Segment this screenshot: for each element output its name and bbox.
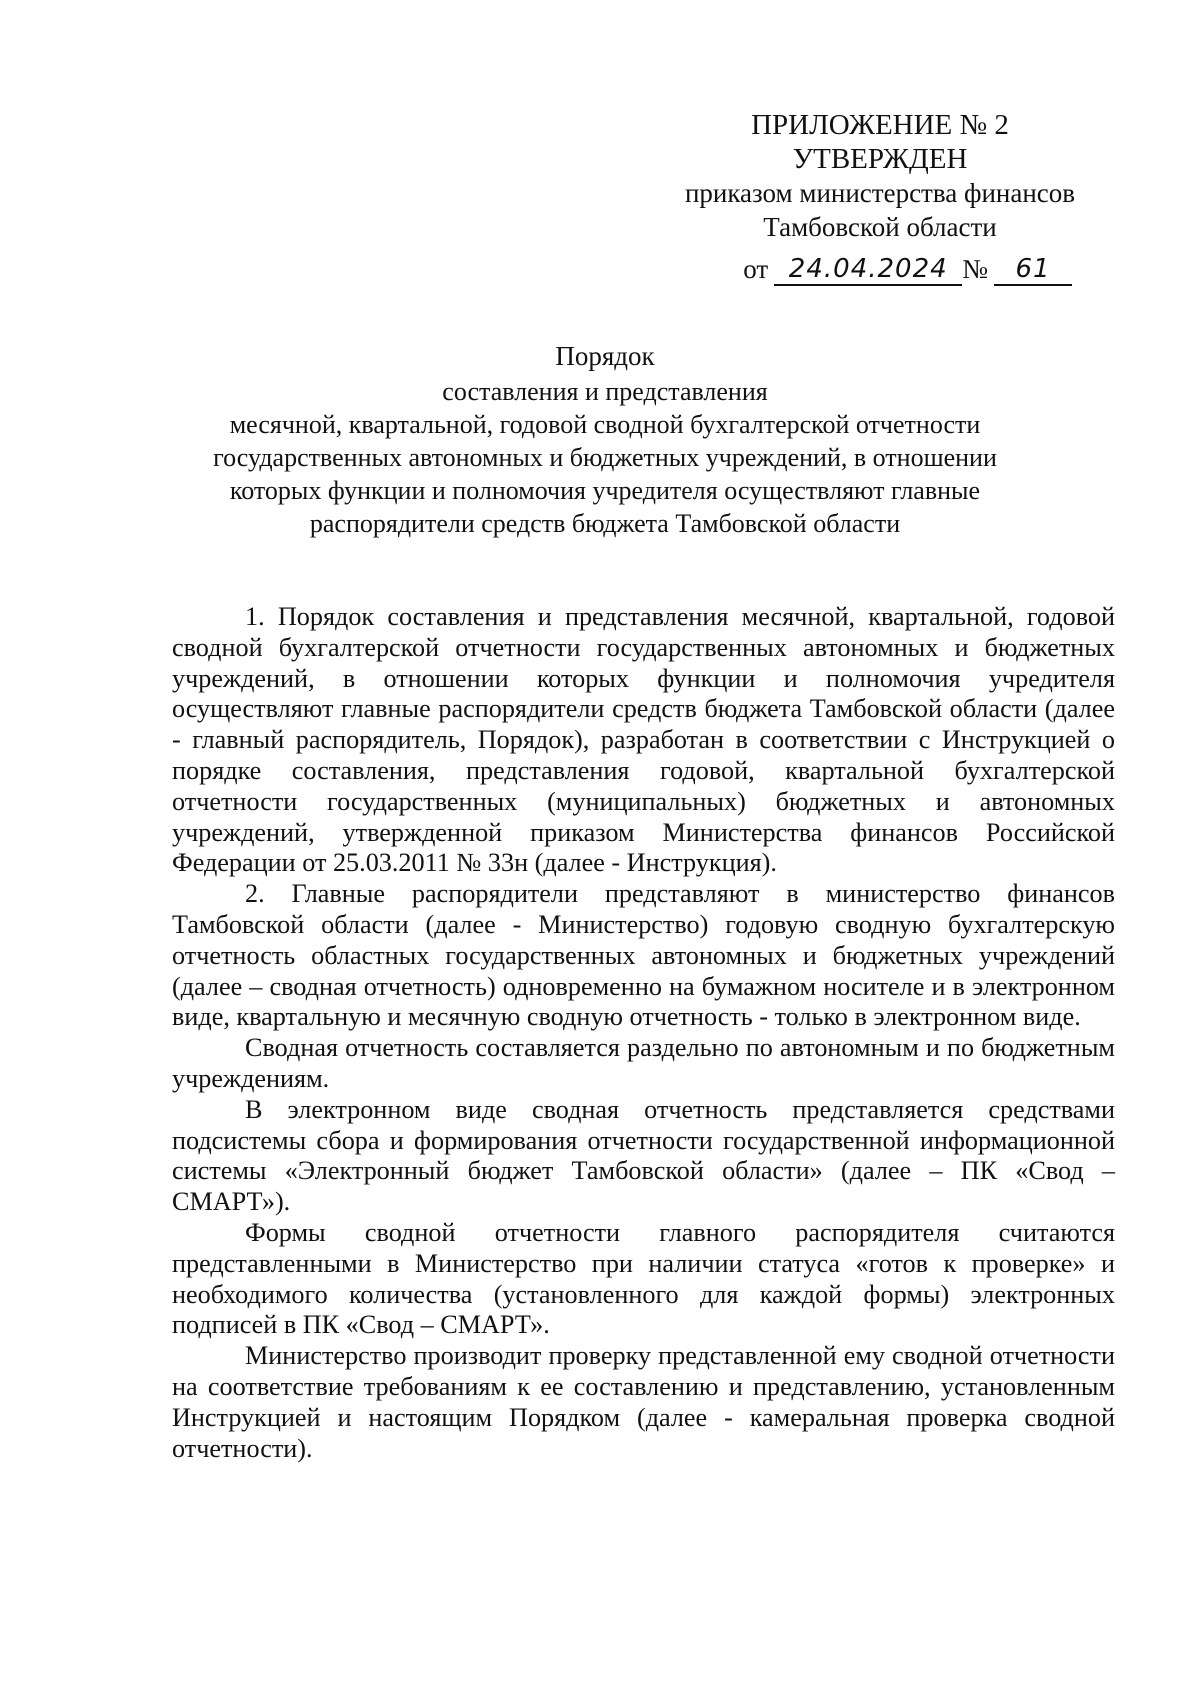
paragraph-3: Сводная отчетность составляется раздельно по автономным и по бюджетным учреждениям. [172, 1033, 1115, 1093]
title-line-6: распорядители средств бюджета Тамбовской области [309, 509, 901, 538]
paragraph-4: В электронном виде сводная отчетность представляется средствами подсистемы сбора и формирования отчетности государственной информационной системы «Электронный бюджет Тамбовской области» (далее – ПК «Свод – СМАРТ»). [172, 1094, 1115, 1217]
paragraph-2: 2. Главные распорядители представляют в министерство финансов Тамбовской области (далее - Министерство) годовую сводную бухгалтерскую отчетность областных государственных автономных и бюджетных учреждений (далее – сводная отчетность) одновременно на бумажном носителе и в электронном виде, квартальную и месячную сводную отчетность - только в электронном виде. [172, 879, 1115, 1032]
title-line-2: составления и представления [442, 377, 768, 406]
title-line-3: месячной, квартальной, годовой сводной бухгалтерской отчетности [229, 410, 981, 439]
order-date-line [660, 244, 1100, 286]
paragraph-1: 1. Порядок составления и представления месячной, квартальной, годовой сводной бухгалтерской отчетности государственных автономных и бюджетных учреждений, в отношении которых функции и полномочия учредителя осуществляют главные распорядители средств бюджета Тамбовской области (далее - главный распорядитель, Порядок), разработан в соответствии с Инструкцией о порядке составления, представления годовой, квартальной бухгалтерской отчетности государственных (муниципальных) бюджетных и автономных учреждений, утвержденной приказом Министерства финансов Российской Федерации от 25.03.2011 № 33н (далее - Инструкция). [172, 602, 1115, 878]
title-line-1: Порядок [555, 341, 655, 371]
paragraph-6: Министерство производит проверку представленной ему сводной отчетности на соответствие требованиям к ее составлению и представлению, установленным Инструкцией и настоящим Порядком (далее - камеральная проверка сводной отчетности). [172, 1341, 1115, 1463]
title-line-4: государственных автономных и бюджетных учреждений, в отношении [213, 443, 997, 472]
appendix-label: ПРИЛОЖЕНИЕ № 2 [751, 109, 1009, 141]
document-body [172, 602, 1115, 1464]
handwritten-date: 24.04.2024 [774, 254, 962, 286]
date-prefix: от [743, 254, 769, 284]
order-line: приказом министерства финансов [684, 178, 1076, 208]
document-title [160, 340, 1050, 540]
handwritten-number: 61 [994, 254, 1072, 286]
title-line-5: которых функции и полномочия учредителя осуществляют главные [229, 476, 981, 505]
approval-stamp-block [660, 108, 1100, 286]
paragraph-5: Формы сводной отчетности главного распорядителя считаются представленными в Министерство при наличии статуса «готов к проверке» и необходимого количества (установленного для каждой формы) электронных подписей в ПК «Свод – СМАРТ». [172, 1217, 1115, 1340]
region-line: Тамбовской области [763, 212, 997, 242]
approved-label: УТВЕРЖДЕН [792, 143, 968, 175]
number-sign: № [962, 254, 988, 284]
